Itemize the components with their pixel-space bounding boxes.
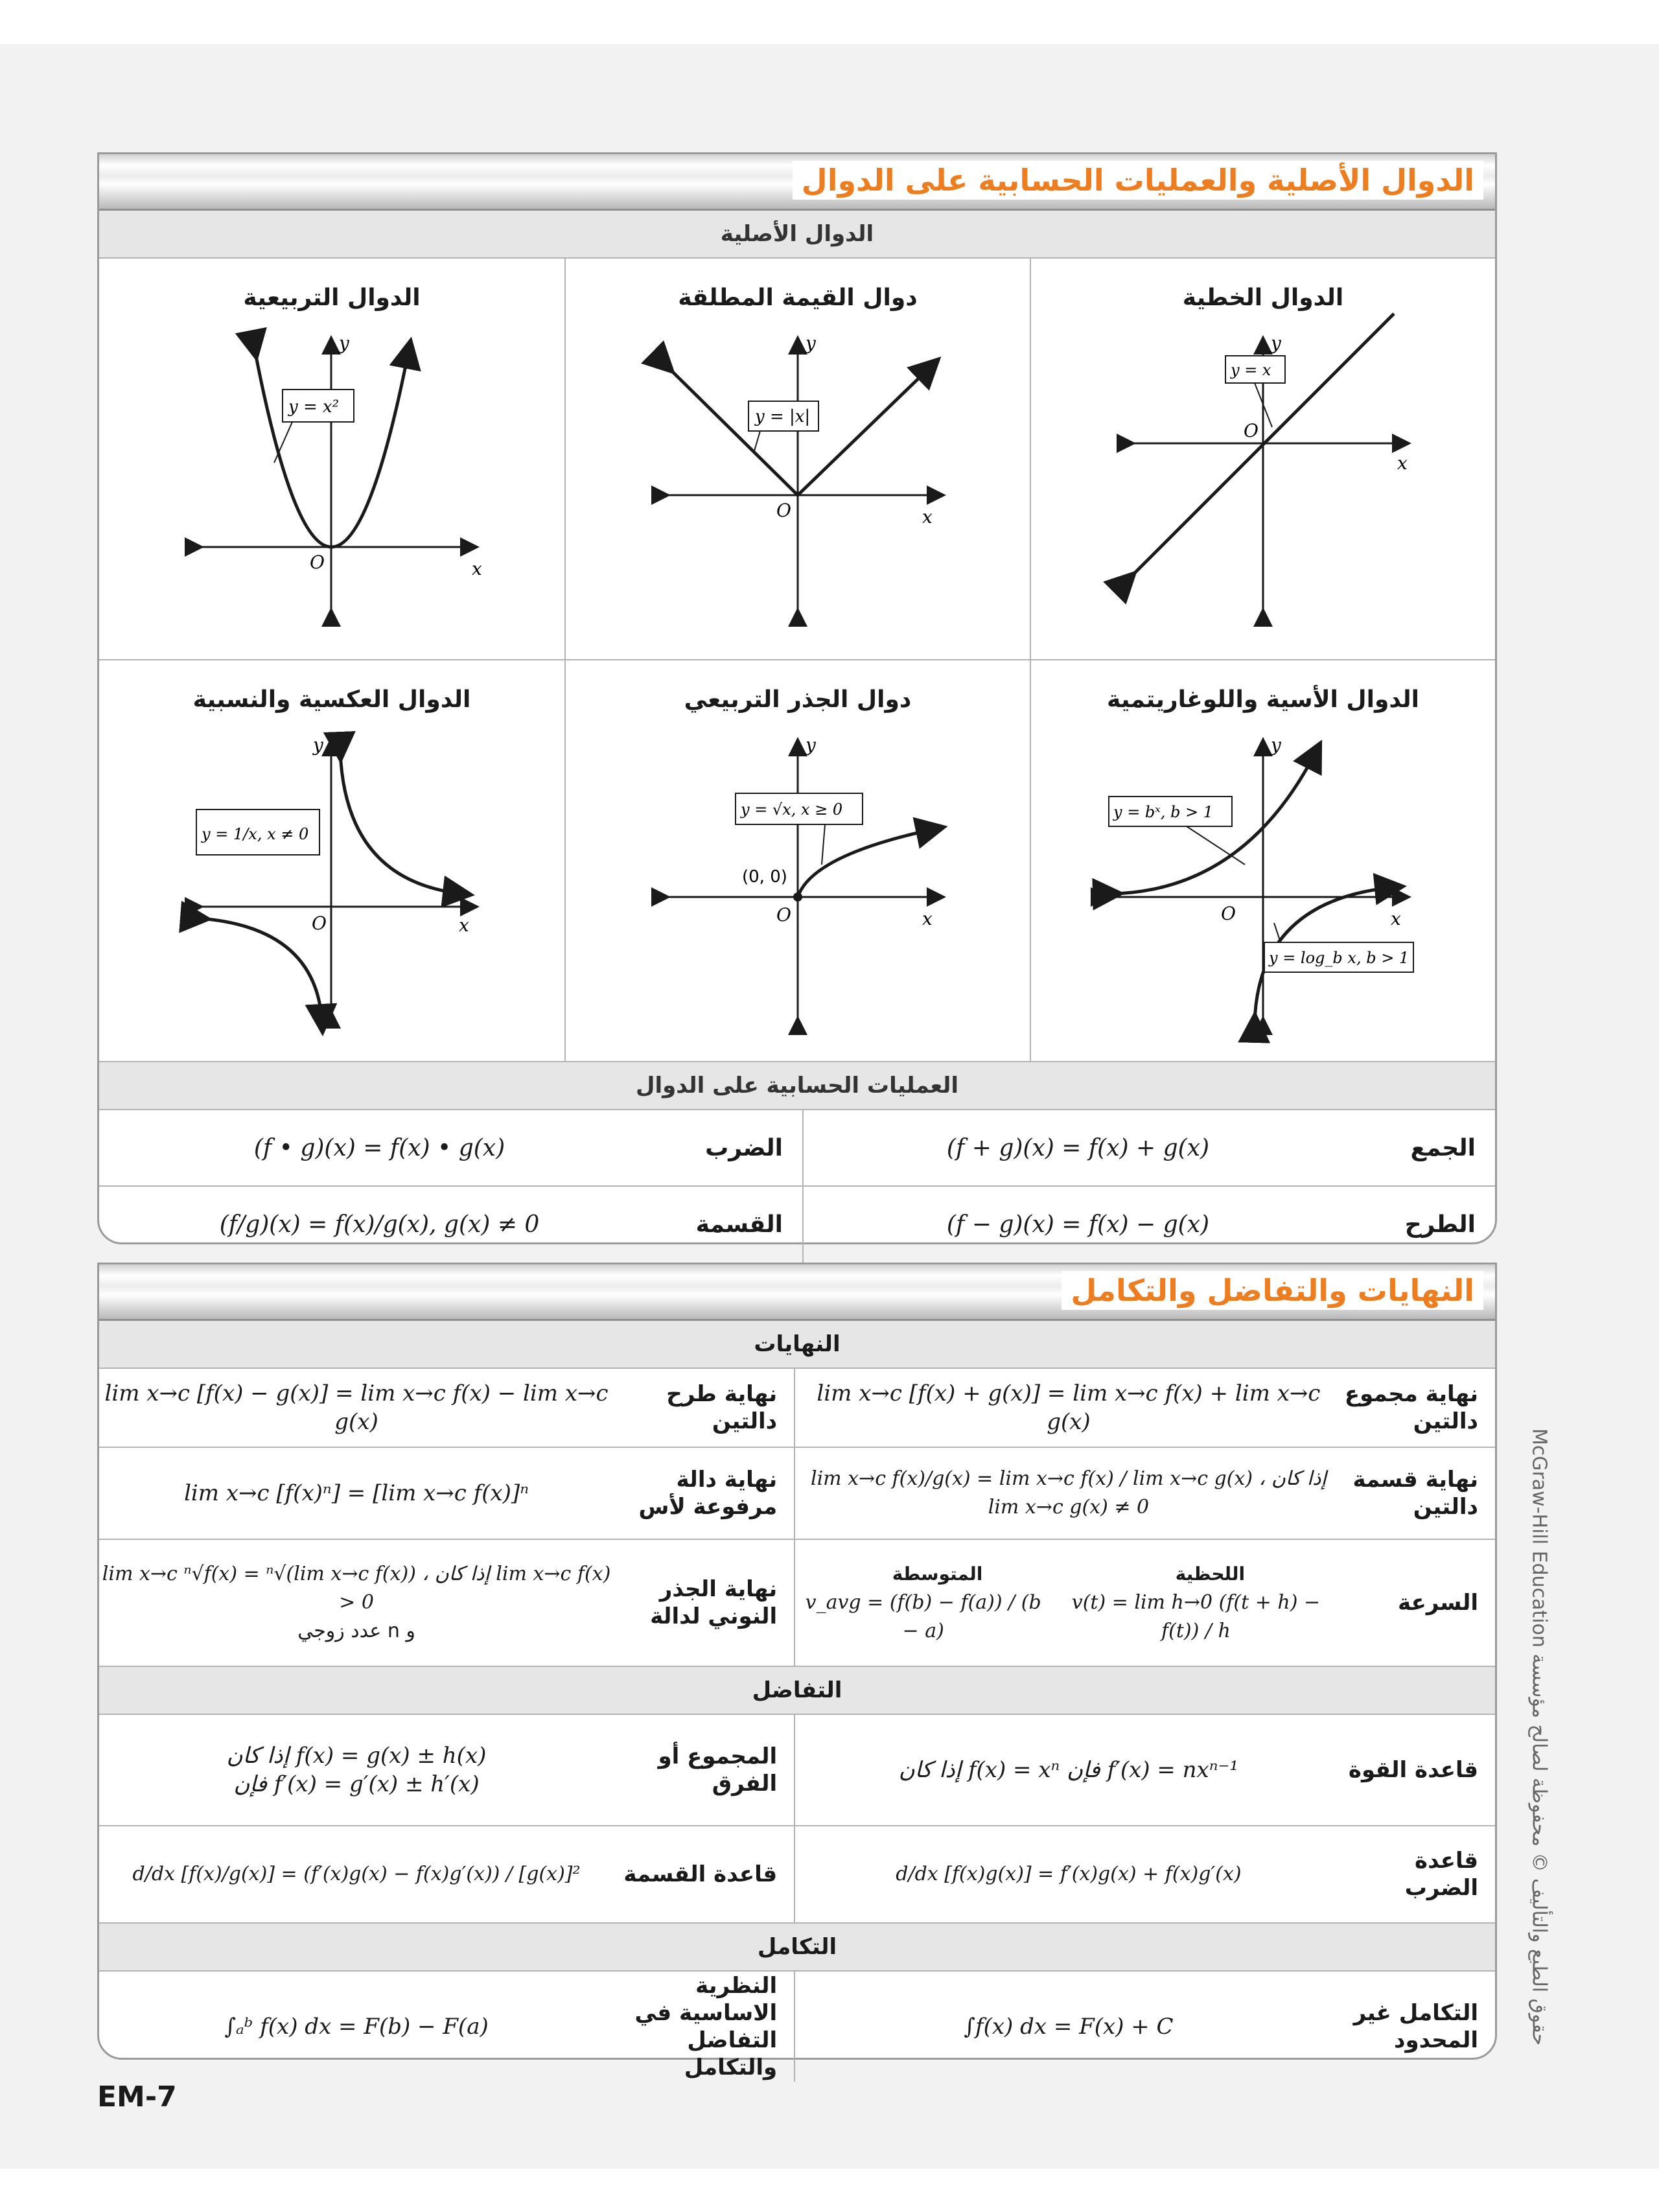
- limit-root-formula: lim x→c ⁿ√f(x) = ⁿ√(lim x→c f(x)) ، إذا كان lim x→c f(x) > 0: [102, 1563, 611, 1614]
- op-subtract: [802, 1187, 1495, 1263]
- svg-text:y = log_b x, b > 1: y = log_b x, b > 1: [1269, 949, 1410, 967]
- subheader-integrals: التكامل: [99, 1923, 1495, 1971]
- op-label: القسمة: [695, 1211, 783, 1238]
- velocity-label: السرعة: [1342, 1539, 1495, 1666]
- table-row: [99, 1539, 1495, 1666]
- power-rule-formula: إذا كان f(x) = xⁿ فإن f′(x) = nxⁿ⁻¹: [795, 1714, 1342, 1826]
- velocity-inst-formula: v(t) = lim h→0 (f(t + h) − f(t)) / h: [1071, 1591, 1321, 1642]
- limit-root-cell: [99, 1539, 614, 1666]
- product-rule-formula: d/dx [f(x)g(x)] = f′(x)g(x) + f(x)g′(x): [795, 1826, 1342, 1923]
- svg-text:y: y: [1271, 332, 1281, 354]
- limit-root-label: نهاية الجذر النوني لدالة: [614, 1539, 795, 1666]
- svg-text:O: O: [312, 913, 327, 934]
- graph-title: دوال القيمة المطلقة: [678, 285, 918, 311]
- quotient-rule-formula: d/dx [f(x)/g(x)] = (f′(x)g(x) − f(x)g′(x)) / [g(x)]²: [99, 1826, 614, 1923]
- limit-power-label: نهاية دالة مرفوعة لأس: [614, 1447, 795, 1539]
- exponential-log-graph: [1031, 732, 1495, 1056]
- subheader-parent-functions: الدوال الأصلية: [99, 211, 1495, 259]
- op-add: [802, 1110, 1495, 1187]
- power-rule-label: قاعدة القوة: [1342, 1714, 1495, 1826]
- graph-title: الدوال الخطية: [1182, 285, 1344, 311]
- graph-cell-linear: [1030, 259, 1495, 660]
- svg-text:x: x: [1397, 452, 1408, 474]
- graph-cell-reciprocal: [99, 660, 564, 1062]
- svg-text:y = |x|: y = |x|: [755, 407, 811, 426]
- svg-text:x: x: [459, 914, 469, 936]
- graph-title: دوال الجذر التربيعي: [684, 686, 912, 713]
- svg-text:O: O: [776, 500, 791, 521]
- quadratic-graph: [99, 330, 563, 654]
- table-row: [99, 1368, 1495, 1447]
- op-label: الجمع: [1410, 1135, 1476, 1161]
- section-title: الدوال الأصلية والعمليات الحسابية على الدوال: [793, 161, 1483, 200]
- svg-text:y = x: y = x: [1231, 361, 1271, 379]
- op-formula: (f • g)(x) = f(x) • g(x): [253, 1135, 505, 1161]
- velocity-avg-formula: v_avg = (f(b) − f(a)) / (b − a): [805, 1591, 1041, 1642]
- reciprocal-graph: [99, 732, 563, 1056]
- section-header-bar: [99, 1264, 1495, 1321]
- op-label: الضرب: [705, 1135, 783, 1161]
- svg-text:x: x: [922, 506, 933, 528]
- svg-text:y: y: [339, 332, 349, 354]
- linear-graph: [1031, 330, 1495, 654]
- svg-text:x: x: [922, 908, 933, 929]
- graph-cell-quadratic: [99, 259, 564, 660]
- copyright-text: McGraw-Hill Education حقوق الطبع والتأليف © محفوظة لصالح مؤسسة: [1527, 1428, 1551, 2046]
- limit-diff-formula: lim x→c [f(x) − g(x)] = lim x→c f(x) − lim x→c g(x): [99, 1368, 614, 1447]
- table-row: [99, 1971, 1495, 2082]
- product-rule-label: قاعدة الضرب: [1342, 1826, 1495, 1923]
- bottom-margin: [0, 2169, 1659, 2212]
- svg-text:y = bˣ, b > 1: y = bˣ, b > 1: [1113, 803, 1214, 821]
- limit-diff-label: نهاية طرح دالتين: [614, 1368, 795, 1447]
- operations-table: [99, 1110, 1495, 1263]
- calculus-box: [97, 1263, 1497, 2080]
- svg-text:O: O: [310, 552, 325, 573]
- graphs-grid: [99, 259, 1495, 1062]
- subheader-derivatives: التفاضل: [99, 1666, 1495, 1714]
- velocity-inst-head: اللحظية: [1175, 1563, 1246, 1585]
- section-header-bar: [99, 154, 1495, 211]
- svg-text:y = √x, x ≥ 0: y = √x, x ≥ 0: [741, 800, 843, 819]
- op-divide: [99, 1187, 802, 1263]
- graph-title: الدوال التربيعية: [243, 285, 421, 311]
- sumdiff-cell: [99, 1714, 614, 1826]
- svg-text:y: y: [1271, 734, 1281, 756]
- svg-text:y = 1/x, x ≠ 0: y = 1/x, x ≠ 0: [202, 825, 309, 843]
- parent-functions-box: [97, 152, 1497, 1244]
- velocity-cell: [795, 1539, 1342, 1666]
- limit-sum-formula: lim x→c [f(x) + g(x)] = lim x→c f(x) + lim x→c g(x): [795, 1368, 1342, 1447]
- graph-cell-sqrt: [564, 660, 1030, 1062]
- svg-text:O: O: [1221, 903, 1236, 924]
- indefinite-integral-label: التكامل غير المحدود: [1353, 2000, 1478, 2053]
- copyright-sidebar: [1520, 1413, 1559, 2061]
- section-title: النهايات والتفاضل والتكامل: [1062, 1271, 1483, 1310]
- velocity-avg-head: المتوسطة: [892, 1563, 983, 1585]
- ftc-label: النظرية الاساسية في التفاضل والتكامل: [634, 1973, 778, 2080]
- svg-text:x: x: [472, 558, 482, 579]
- ftc-formula: ∫ₐᵇ f(x) dx = F(b) − F(a): [224, 2014, 489, 2040]
- op-formula: (f − g)(x) = f(x) − g(x): [946, 1211, 1210, 1238]
- svg-text:x: x: [1391, 908, 1401, 929]
- subheader-operations: العمليات الحسابية على الدوال: [99, 1062, 1495, 1110]
- graph-cell-exponential: [1030, 660, 1495, 1062]
- svg-text:O: O: [776, 904, 791, 926]
- graph-title: الدوال العكسية والنسبية: [192, 686, 471, 713]
- limit-sum-label: نهاية مجموع دالتين: [1342, 1368, 1495, 1447]
- limit-power-formula: lim x→c [f(x)ⁿ] = [lim x→c f(x)]ⁿ: [99, 1447, 614, 1539]
- graph-cell-absolute: [564, 259, 1030, 660]
- calculus-table: [99, 1321, 1495, 2082]
- svg-text:O: O: [1244, 420, 1259, 441]
- table-row: [99, 1826, 1495, 1923]
- limit-root-note: و n عدد زوجي: [297, 1620, 415, 1642]
- quotient-rule-label: قاعدة القسمة: [614, 1826, 795, 1923]
- table-row: [99, 1447, 1495, 1539]
- svg-text:(0, 0): (0, 0): [742, 867, 787, 887]
- svg-text:y = x²: y = x²: [288, 397, 340, 417]
- subheader-limits: النهايات: [99, 1321, 1495, 1368]
- op-label: الطرح: [1404, 1211, 1476, 1238]
- graph-title: الدوال الأسية واللوغاريتمية: [1107, 686, 1419, 713]
- page-number: EM-7: [97, 2080, 177, 2113]
- limit-quotient-label: نهاية قسمة دالتين: [1342, 1447, 1495, 1539]
- absolute-value-graph: [566, 330, 1030, 654]
- op-formula: (f + g)(x) = f(x) + g(x): [946, 1135, 1210, 1161]
- sumdiff-label: المجموع أو الفرق: [614, 1714, 795, 1826]
- sumdiff-formula-2: فإن f′(x) = g′(x) ± h′(x): [233, 1771, 480, 1797]
- sumdiff-formula-1: إذا كان f(x) = g(x) ± h(x): [226, 1743, 487, 1769]
- indefinite-integral-formula: ∫f(x) dx = F(x) + C: [795, 1971, 1342, 2082]
- op-formula: (f/g)(x) = f(x)/g(x), g(x) ≠ 0: [219, 1211, 540, 1238]
- op-multiply: [99, 1110, 802, 1187]
- square-root-graph: [566, 732, 1030, 1056]
- svg-text:y: y: [806, 734, 816, 756]
- top-margin: [0, 0, 1659, 44]
- svg-text:y: y: [313, 734, 323, 756]
- table-row: [99, 1714, 1495, 1826]
- svg-text:y: y: [806, 332, 816, 354]
- limit-quotient-formula: lim x→c f(x)/g(x) = lim x→c f(x) / lim x→c g(x) ، إذا كان lim x→c g(x) ≠ 0: [795, 1447, 1342, 1539]
